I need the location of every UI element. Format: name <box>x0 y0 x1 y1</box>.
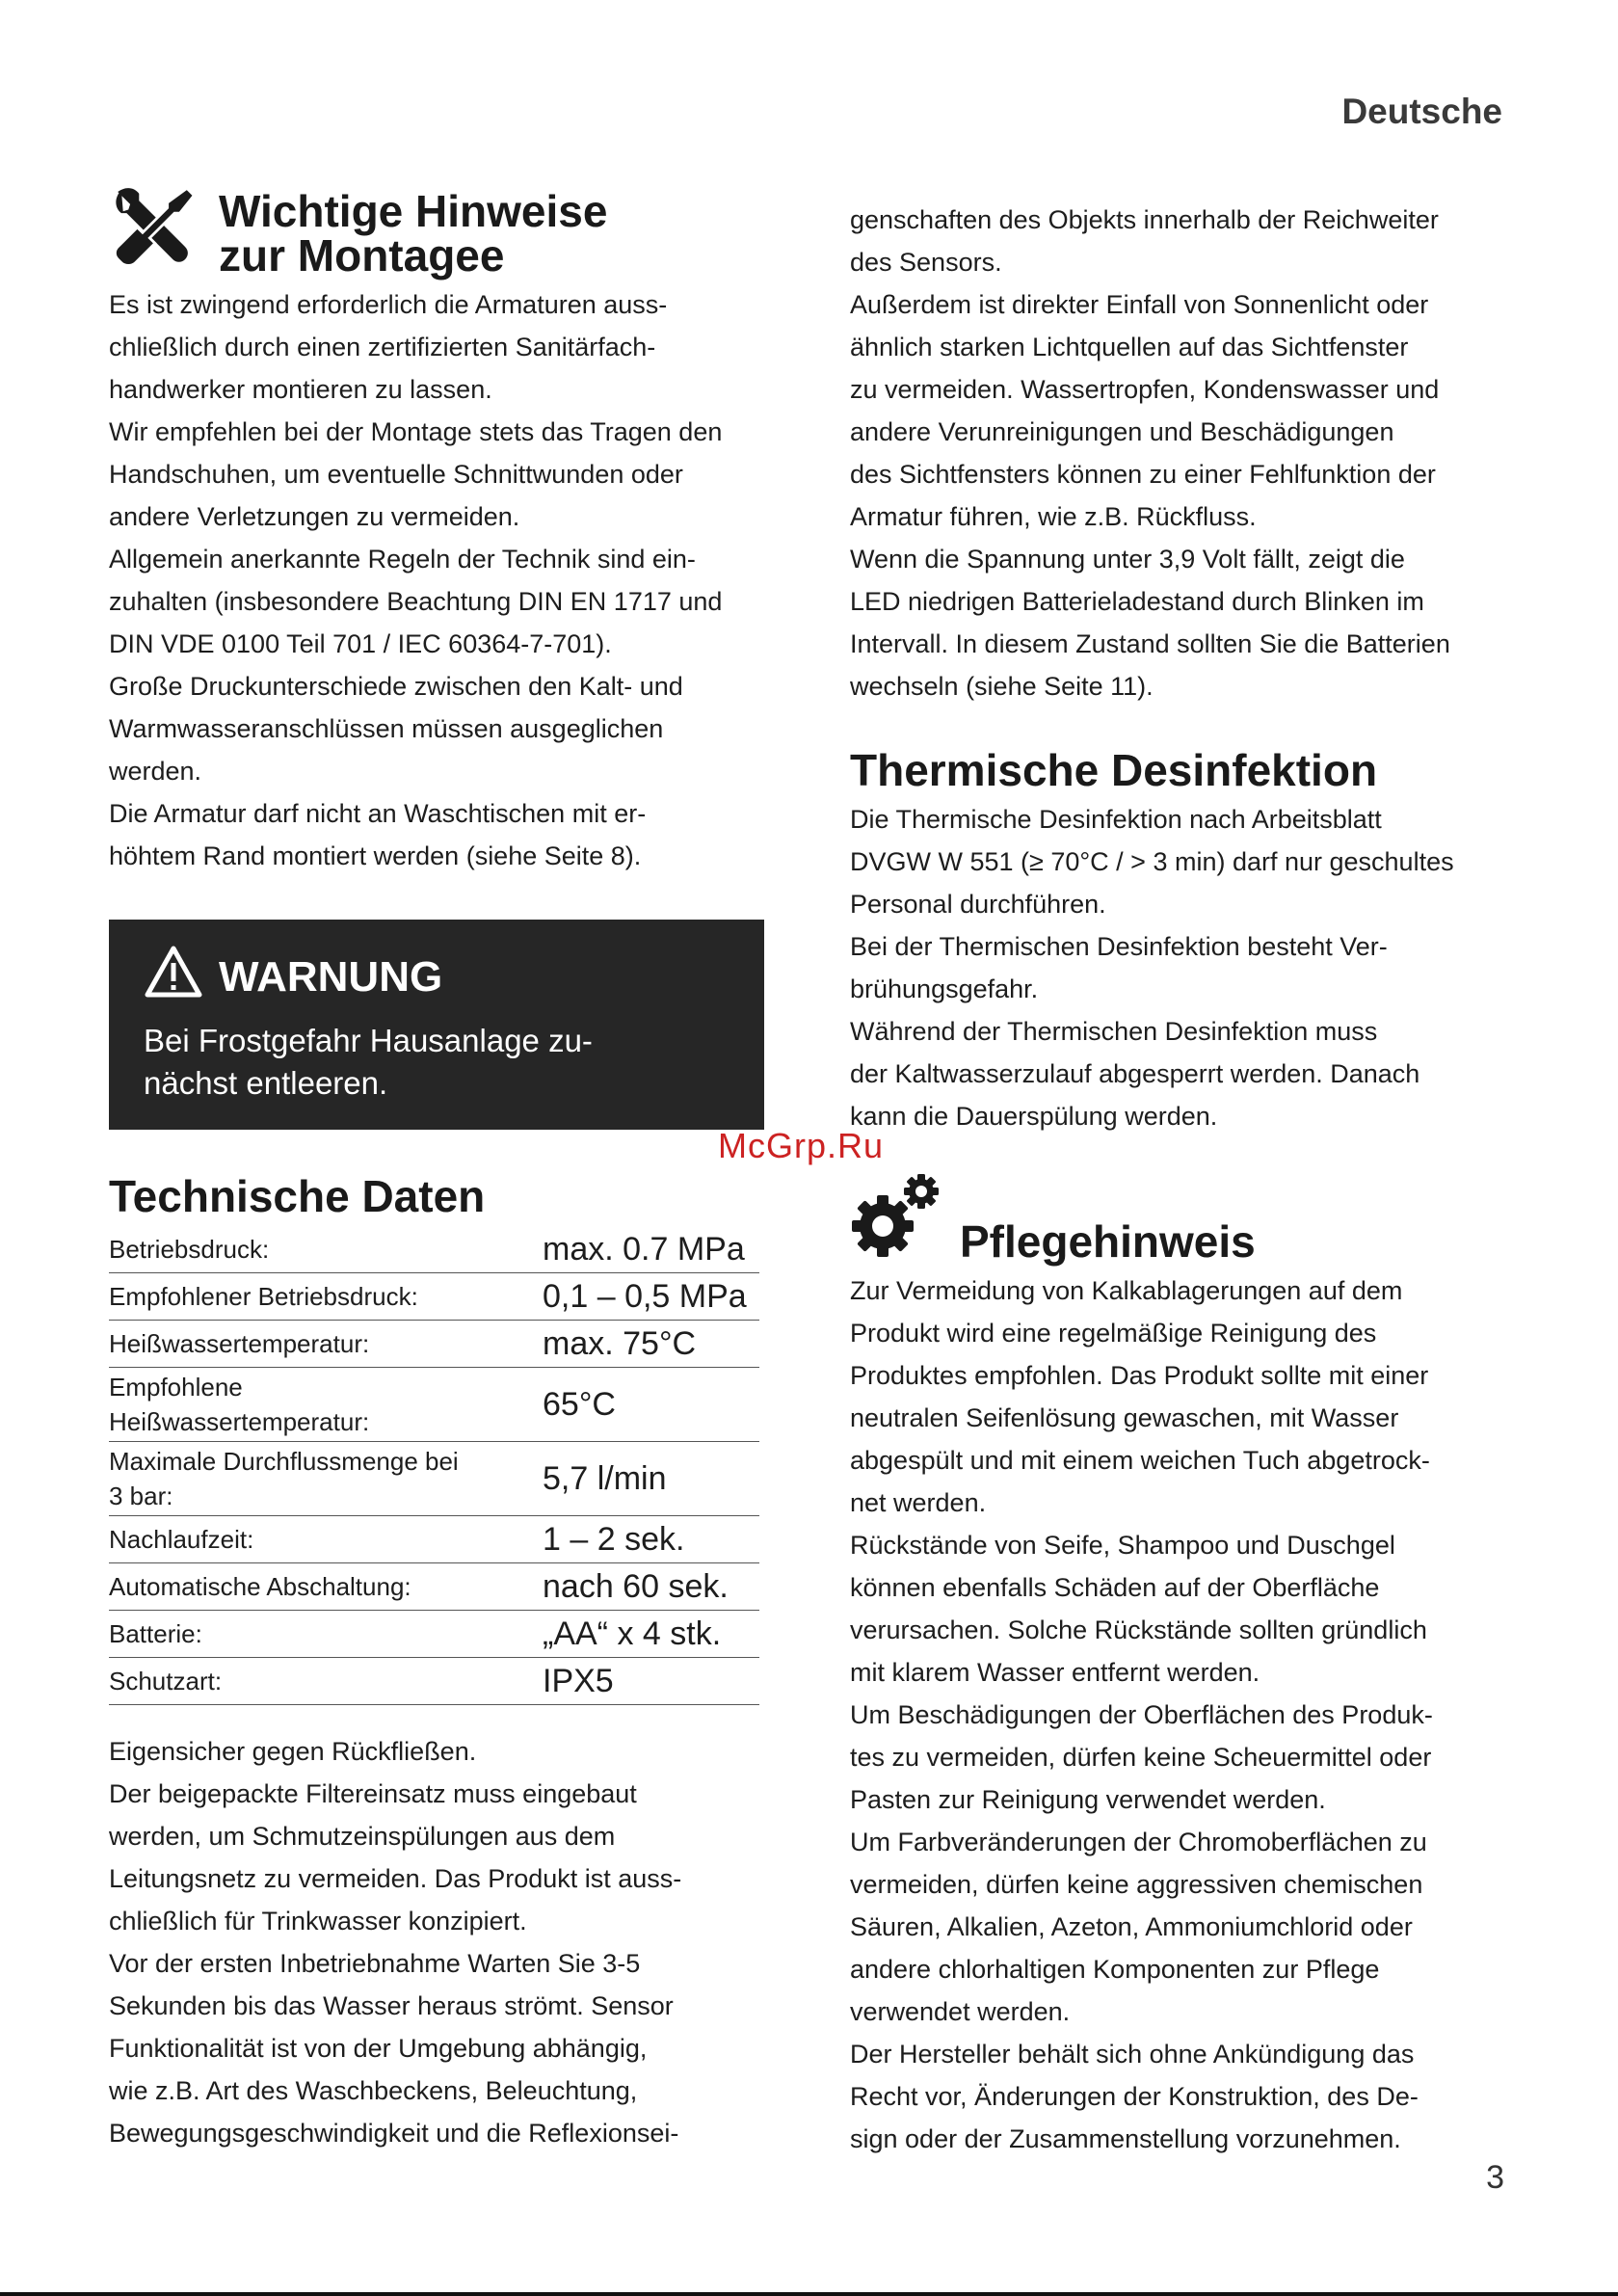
paragraph: Um Farbveränderungen der Chromoberflächen zu vermeiden, dürfen keine aggressiven chemischen Säuren, Alkalien, Azeton, Ammoniumchlorid oder andere chlorhaltigen Komponenten zur Pflege verwendet werden. <box>850 1828 1427 2026</box>
page-number: 3 <box>1486 2159 1504 2196</box>
spec-value: 5,7 l/min <box>543 1442 759 1516</box>
paragraph: Außerdem ist direkter Einfall von Sonnenlicht oder ähnlich starken Lichtquellen auf das Sichtfenster zu vermeiden. Wassertropfen, Kondenswasser und andere Verunreinigungen und Beschädigungen des Sichtfensters können zu einer Fehlfunktion der Armatur führen, wie z.B. Rückfluss. <box>850 290 1440 531</box>
spec-label: Empfohlene Heißwassertemperatur: <box>109 1368 543 1442</box>
paragraph: Die Thermische Desinfektion nach Arbeitsblatt DVGW W 551 (≥ 70°C / > 3 min) darf nur geschultes Personal durchführen. <box>850 805 1454 919</box>
paragraph: genschaften des Objekts innerhalb der Reichweiter des Sensors. <box>850 205 1439 277</box>
paragraph: Wir empfehlen bei der Montage stets das Tragen den Handschuhen, um eventuelle Schnittwunden oder andere Verletzungen zu vermeiden. <box>109 417 723 531</box>
paragraph: Wenn die Spannung unter 3,9 Volt fällt, zeigt die LED niedrigen Batterieladestand durch Blinken im Intervall. In diesem Zustand sollten Sie die Batterien wechseln (siehe Seite 11). <box>850 545 1450 701</box>
watermark-text: McGrp.Ru <box>718 1126 885 1165</box>
table-row <box>109 1658 759 1705</box>
tools-icon <box>109 181 198 275</box>
mounting-title: Wichtige Hinweise zur Montagee <box>219 186 608 280</box>
table-row <box>109 1442 759 1516</box>
table-row <box>109 1226 759 1273</box>
spec-label: Schutzart: <box>109 1658 543 1705</box>
left-column <box>109 181 764 2154</box>
spec-value: IPX5 <box>543 1658 759 1705</box>
paragraph: Während der Thermischen Desinfektion muss der Kaltwasserzulauf abgesperrt werden. Danach kann die Dauerspülung werden. <box>850 1017 1420 1131</box>
paragraph: Vor der ersten Inbetriebnahme Warten Sie 3-5 Sekunden bis das Wasser heraus strömt. Sensor Funktionalität ist von der Umgebung abhängig, wie z.B. Art des Waschbeckens, Beleuchtung, Bewegungsgeschwindigkeit und die Reflexionsei- <box>109 1949 679 2148</box>
disinfection-title: Thermische Desinfektion <box>850 745 1378 795</box>
warning-triangle-icon <box>144 945 203 1010</box>
table-row <box>109 1516 759 1563</box>
spec-value: „AA“ x 4 stk. <box>543 1611 759 1658</box>
gears-icon <box>850 1172 942 1266</box>
paragraph: Bei der Thermischen Desinfektion besteht Ver- brühungsgefahr. <box>850 932 1388 1003</box>
paragraph: Die Armatur darf nicht an Waschtischen mit er- höhtem Rand montiert werden (siehe Seite 8). <box>109 799 647 870</box>
paragraph: Große Druckunterschiede zwischen den Kalt- und Warmwasseranschlüssen müssen ausgeglichen werden. <box>109 672 683 786</box>
spec-label: Nachlaufzeit: <box>109 1516 543 1563</box>
care-title: Pflegehinweis <box>960 1216 1256 1267</box>
paragraph: Um Beschädigungen der Oberflächen des Produk- tes zu vermeiden, dürfen keine Scheuermittel oder Pasten zur Reinigung verwendet werden. <box>850 1700 1433 1814</box>
spec-label: Maximale Durchflussmenge bei 3 bar: <box>109 1442 543 1516</box>
mounting-heading <box>109 181 764 278</box>
paragraph: Allgemein anerkannte Regeln der Technik sind ein- zuhalten (insbesondere Beachtung DIN EN 1717 und DIN VDE 0100 Teil 701 / IEC 60364-7-701). <box>109 545 723 658</box>
paragraph: Es ist zwingend erforderlich die Armaturen auss- chließlich durch einen zertifizierten Sanitärfach- handwerker montieren zu lassen. <box>109 290 668 404</box>
spec-label: Batterie: <box>109 1611 543 1658</box>
spec-value: nach 60 sek. <box>543 1563 759 1611</box>
right-column <box>850 199 1515 2160</box>
spec-value: 1 – 2 sek. <box>543 1516 759 1563</box>
tech-data-table <box>109 1226 759 1705</box>
paragraph: Zur Vermeidung von Kalkablagerungen auf dem Produkt wird eine regelmäßige Reinigung des Produktes empfohlen. Das Produkt sollte mit einer neutralen Seifenlösung gewaschen, mit Wasser abgespült und mit einem weichen Tuch abgetrock- net werden. <box>850 1276 1430 1517</box>
paragraph: Der beigepackte Filtereinsatz muss eingebaut werden, um Schmutzeinspülungen aus dem Leitungsnetz zu vermeiden. Das Produkt ist auss- chließlich für Trinkwasser konzipiert. <box>109 1779 682 1936</box>
table-row <box>109 1563 759 1611</box>
spec-label: Heißwassertemperatur: <box>109 1321 543 1368</box>
spec-label: Empfohlener Betriebsdruck: <box>109 1273 543 1321</box>
bottom-border <box>0 2292 1618 2296</box>
spec-value: 65°C <box>543 1368 759 1442</box>
table-row <box>109 1368 759 1442</box>
spec-value: max. 0.7 MPa <box>543 1226 759 1273</box>
paragraph: Der Hersteller behält sich ohne Ankündigung das Recht vor, Änderungen der Konstruktion, des De- sign oder der Zusammenstellung vorzunehmen. <box>850 2040 1419 2153</box>
spec-label: Automatische Abschaltung: <box>109 1563 543 1611</box>
paragraph: Rückstände von Seife, Shampoo und Duschgel können ebenfalls Schäden auf der Oberfläche verursachen. Solche Rückstände sollten gründlich mit klarem Wasser entfernt werden. <box>850 1531 1427 1687</box>
warning-text: Bei Frostgefahr Hausanlage zu- nächst entleeren. <box>144 1023 593 1101</box>
spec-label: Betriebsdruck: <box>109 1226 543 1273</box>
warning-heading <box>144 945 729 1010</box>
tech-data-title: Technische Daten <box>109 1171 486 1221</box>
warning-box <box>109 920 764 1130</box>
spec-value: 0,1 – 0,5 MPa <box>543 1273 759 1321</box>
care-heading <box>850 1172 1515 1266</box>
table-row <box>109 1611 759 1658</box>
warning-title: WARNUNG <box>219 953 443 1001</box>
paragraph: Eigensicher gegen Rückfließen. <box>109 1737 477 1766</box>
table-row <box>109 1273 759 1321</box>
table-row <box>109 1321 759 1368</box>
language-label: Deutsche <box>1341 92 1502 131</box>
tech-notes <box>109 1730 764 2154</box>
spec-value: max. 75°C <box>543 1321 759 1368</box>
